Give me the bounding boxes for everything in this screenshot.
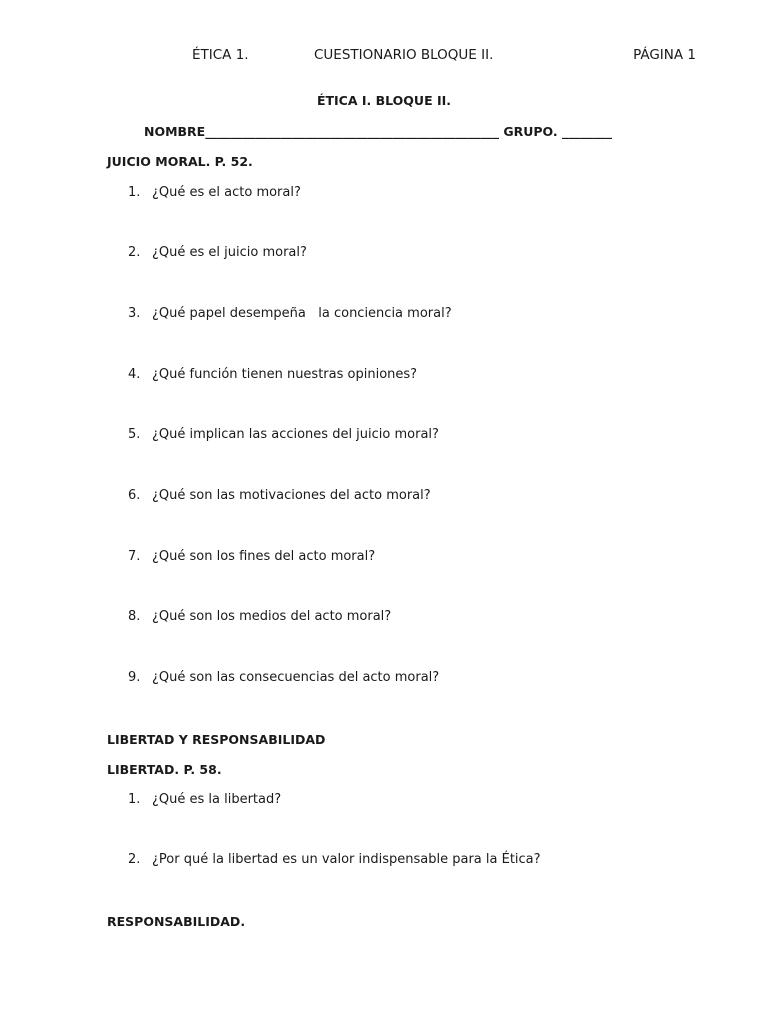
section-heading-responsabilidad: RESPONSABILIDAD. (107, 914, 246, 929)
question-item (128, 427, 439, 442)
question-number: 9. (128, 670, 141, 685)
question-text: ¿Qué son los medios del acto moral? (152, 609, 392, 624)
question-text: ¿Qué es el acto moral? (152, 185, 301, 200)
section-heading-libertad: LIBERTAD. P. 58. (107, 762, 222, 777)
question-text: ¿Qué son las motivaciones del acto moral? (152, 488, 431, 503)
question-item (128, 185, 301, 200)
question-item (128, 549, 375, 564)
question-item (128, 852, 541, 867)
question-item (128, 670, 439, 685)
question-text: ¿Por qué la libertad es un valor indispensable para la Ética? (152, 852, 541, 867)
question-item (128, 306, 452, 321)
question-number: 8. (128, 609, 141, 624)
header-document-title: CUESTIONARIO BLOQUE II. (314, 47, 494, 63)
question-text: ¿Qué implican las acciones del juicio moral? (152, 427, 439, 442)
question-number: 2. (128, 245, 141, 260)
question-text: ¿Qué es el juicio moral? (152, 245, 307, 260)
question-number: 3. (128, 306, 141, 321)
question-text: ¿Qué son las consecuencias del acto moral? (152, 670, 440, 685)
question-number: 5. (128, 427, 141, 442)
name-group-field: NOMBRE_______________________________________________ GRUPO. ________ (144, 124, 612, 139)
question-item (128, 609, 391, 624)
question-item (128, 792, 281, 807)
question-item (128, 245, 307, 260)
question-number: 7. (128, 549, 141, 564)
question-item (128, 367, 417, 382)
header-page-number: PÁGINA 1 (633, 47, 696, 63)
question-number: 6. (128, 488, 141, 503)
question-number: 4. (128, 367, 141, 382)
question-text: ¿Qué es la libertad? (152, 792, 282, 807)
section-heading-juicio-moral: JUICIO MORAL. P. 52. (107, 154, 253, 169)
question-text: ¿Qué son los fines del acto moral? (152, 549, 376, 564)
page-title: ÉTICA I. BLOQUE II. (316, 93, 452, 108)
question-item (128, 488, 431, 503)
question-number: 1. (128, 185, 141, 200)
question-text: ¿Qué papel desempeña la conciencia moral? (152, 306, 452, 321)
header-subject: ÉTICA 1. (192, 47, 249, 63)
question-text: ¿Qué función tienen nuestras opiniones? (152, 367, 418, 382)
section-heading-libertad-responsabilidad: LIBERTAD Y RESPONSABILIDAD (107, 732, 326, 747)
question-number: 2. (128, 852, 141, 867)
question-number: 1. (128, 792, 141, 807)
